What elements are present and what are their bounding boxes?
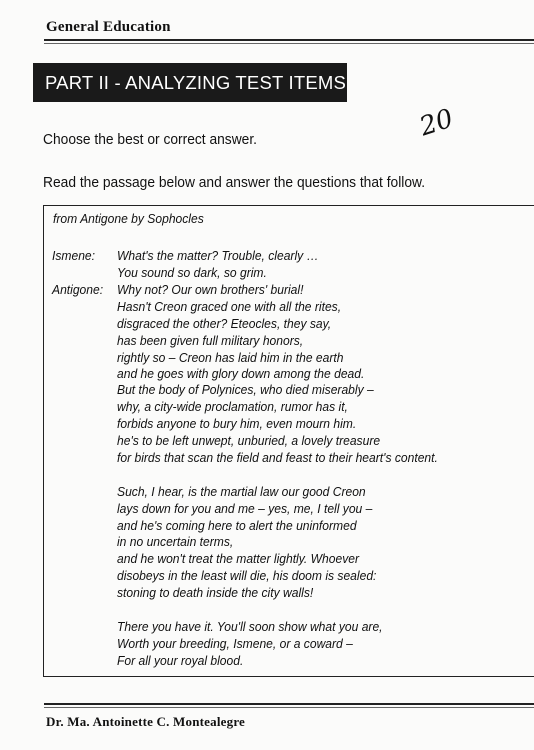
speaker-antigone: Antigone: xyxy=(52,282,104,297)
passage-line: rightly so – Creon has laid him in the earth xyxy=(117,350,344,365)
passage-line: What's the matter? Trouble, clearly … xyxy=(117,248,319,263)
passage-line: and he won't treat the matter lightly. Whoever xyxy=(117,551,359,566)
passage-line: lays down for you and me – yes, me, I tell you – xyxy=(117,501,373,516)
header-rule-thin xyxy=(44,43,534,44)
passage-line: Such, I hear, is the martial law our good Creon xyxy=(117,484,366,499)
passage-line: for birds that scan the field and feast to their heart's content. xyxy=(117,450,438,465)
footer-rule-thin xyxy=(44,707,534,708)
passage-line: Worth your breeding, Ismene, or a coward – xyxy=(117,636,353,651)
passage-line: There you have it. You'll soon show what you are, xyxy=(117,619,383,634)
passage-line: You sound so dark, so grim. xyxy=(117,265,267,280)
speaker-ismene: Ismene: xyxy=(52,248,96,263)
header-title: General Education xyxy=(46,19,171,35)
passage-line: in no uncertain terms, xyxy=(117,534,234,549)
footer-author: Dr. Ma. Antoinette C. Montealegre xyxy=(46,714,246,729)
passage-line: stoning to death inside the city walls! xyxy=(117,585,314,600)
header-rule xyxy=(44,39,534,41)
handwritten-score: 20 xyxy=(416,103,457,143)
passage-line: Why not? Our own brothers' burial! xyxy=(117,282,304,297)
passage-line: why, a city-wide proclamation, rumor has it, xyxy=(117,399,348,414)
passage-source: from Antigone by Sophocles xyxy=(53,211,204,226)
passage-line: forbids anyone to bury him, even mourn him. xyxy=(117,416,357,431)
instruction-choose: Choose the best or correct answer. xyxy=(43,131,258,148)
part-banner xyxy=(33,63,347,102)
passage-line: and he's coming here to alert the uninformed xyxy=(117,518,357,533)
passage-line: disobeys in the least will die, his doom is sealed: xyxy=(117,568,377,583)
passage-line: disgraced the other? Eteocles, they say, xyxy=(117,316,332,331)
footer-rule xyxy=(44,703,534,705)
instruction-read: Read the passage below and answer the questions that follow. xyxy=(43,174,426,191)
passage-line: has been given full military honors, xyxy=(117,333,304,348)
passage-line: and he goes with glory down among the dead. xyxy=(117,366,365,381)
passage-line: Hasn't Creon graced one with all the rites, xyxy=(117,299,342,314)
part-banner-text: PART II - ANALYZING TEST ITEMS xyxy=(45,71,347,93)
passage-line: he's to be left unwept, unburied, a lovely treasure xyxy=(117,433,381,448)
passage-line: But the body of Polynices, who died miserably – xyxy=(117,382,374,397)
passage-line: For all your royal blood. xyxy=(117,653,244,668)
